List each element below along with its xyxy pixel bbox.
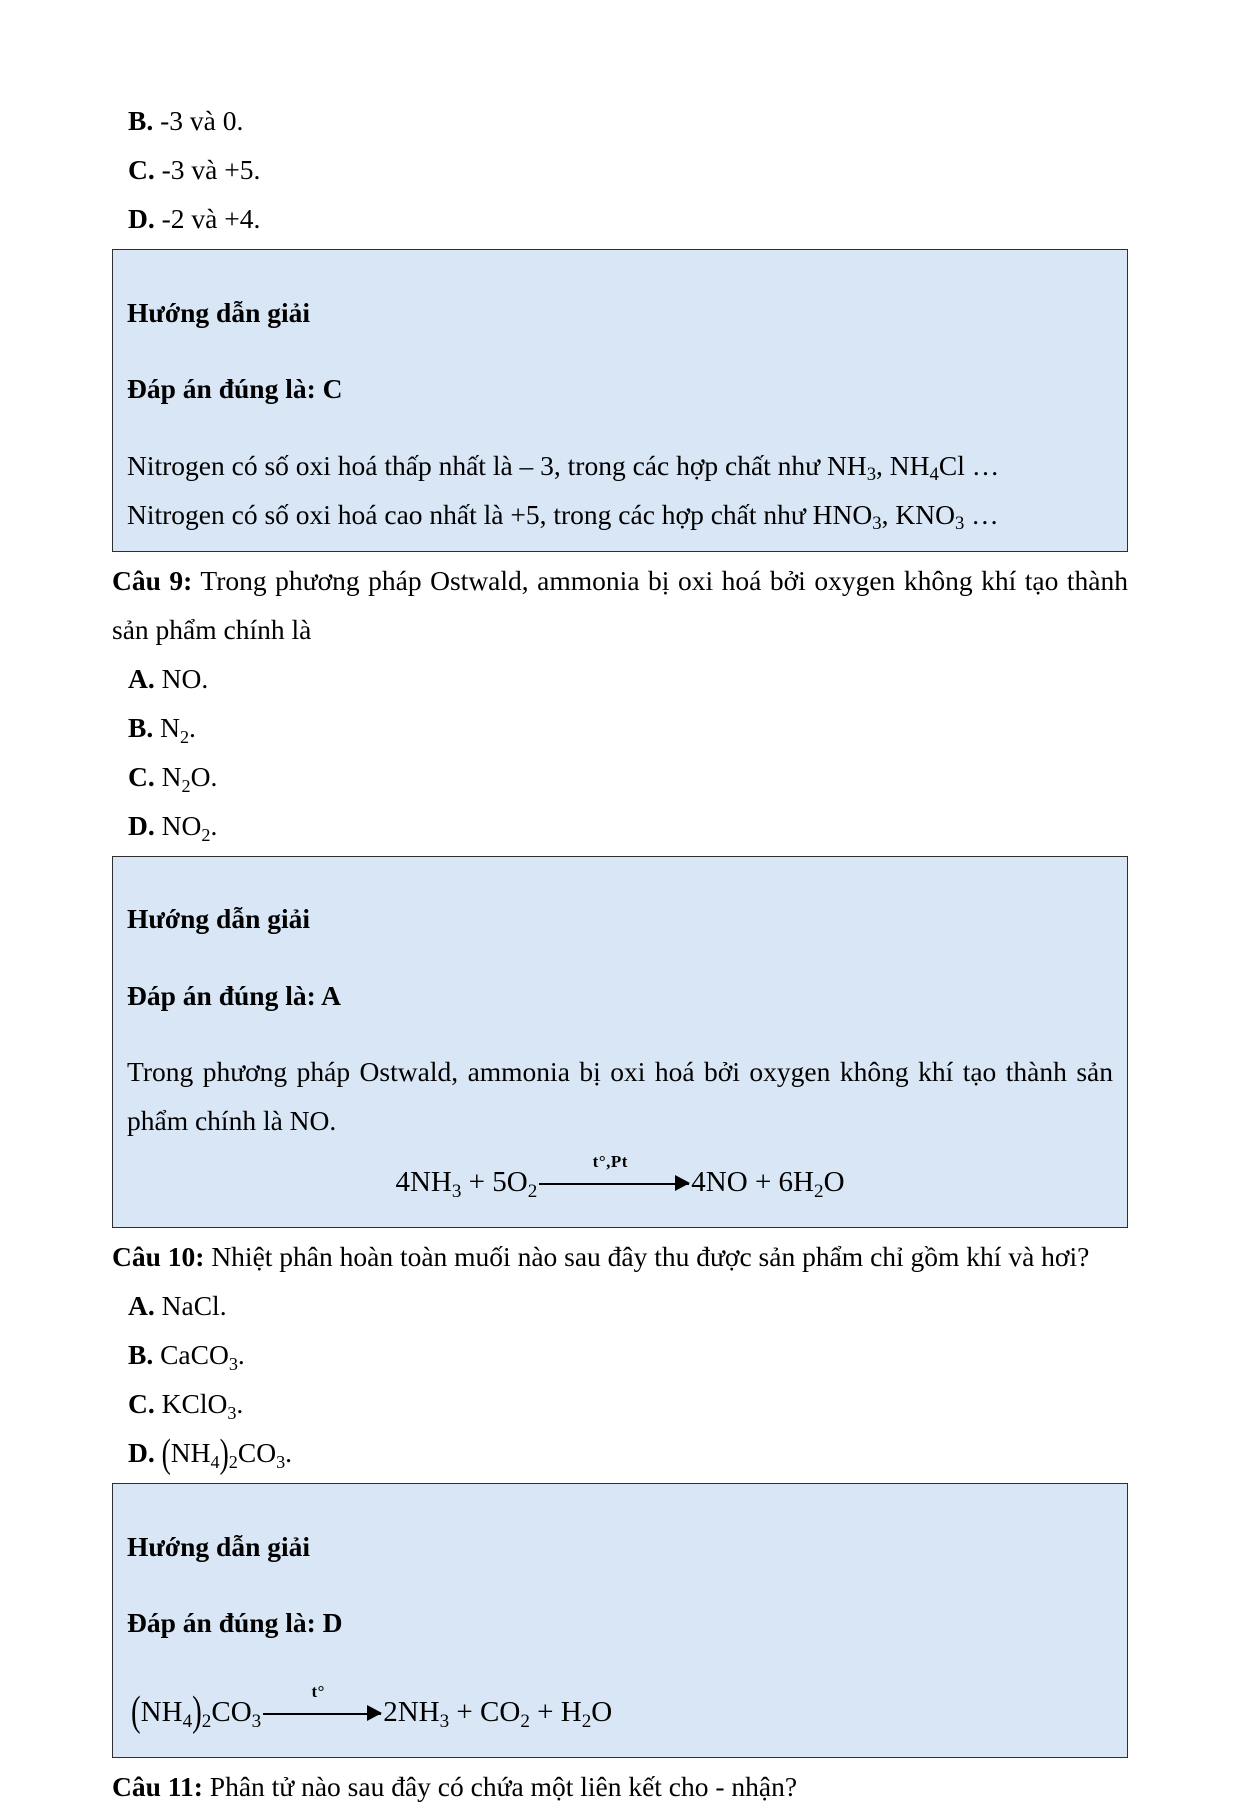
option-c-q10-tail: . (236, 1388, 244, 1419)
equation-ostwald-product-3: O (823, 1166, 845, 1198)
correct-answer-value-1: C (322, 373, 343, 404)
equation-ostwald-reactant-2-sub: 2 (527, 1181, 538, 1203)
explanation-1-line-1-part-c: Cl … (938, 449, 1000, 481)
equation-ostwald-product-1: 4NO (691, 1166, 748, 1198)
arrow-shaft-2 (263, 1713, 381, 1715)
equation-ostwald-reactant-2: 5O (492, 1166, 528, 1198)
option-c-q8 (112, 145, 1128, 194)
option-c-q9-formula: N (161, 760, 182, 792)
option-c-q10-sub: 3 (227, 1402, 237, 1423)
option-d-q10-tail: . (285, 1437, 293, 1468)
question-10 (112, 1232, 1128, 1281)
option-d-q9-sub: 2 (201, 824, 211, 845)
equation-3-inner-sub: 4 (182, 1710, 193, 1732)
option-b-q10-formula: CaCO (160, 1339, 229, 1370)
option-b-q8 (112, 96, 1128, 145)
equation-ostwald-product-2: 6H (778, 1166, 814, 1198)
option-a-q9 (112, 654, 1128, 703)
correct-answer-label-2: Đáp án đúng là: (127, 979, 316, 1011)
option-c-q10 (112, 1379, 1128, 1428)
equation-3-condition: t° (311, 1681, 325, 1701)
explanation-box-2 (112, 856, 1128, 1229)
option-d-q10-close-paren: ) (219, 1430, 229, 1475)
question-11 (112, 1762, 1128, 1811)
option-b-q9-tail: . (189, 711, 196, 743)
explanation-1-line-2-sub-1: 3 (872, 512, 882, 534)
option-b-q8-label: B. (128, 105, 154, 136)
option-d-q8-label: D. (128, 203, 155, 234)
explanation-1-line-2-sub-2: 3 (954, 512, 965, 534)
option-c-q9-tail: . (210, 760, 218, 792)
equation-3-product-1-sub: 3 (439, 1710, 450, 1732)
question-9-text: Trong phương pháp Ostwald, ammonia bị oxi hoá bởi oxygen không khí tạo thành sản phẩm chính là (112, 564, 1128, 645)
option-a-q10-formula: NaCl (161, 1290, 220, 1321)
explanation-1-line-1-part-a: Nitrogen có số oxi hoá thấp nhất là – 3, trong các hợp chất như NH (127, 449, 867, 481)
correct-answer-3 (127, 1598, 1113, 1647)
option-d-q10-formula2: CO (237, 1437, 277, 1468)
option-a-q10-label: A. (128, 1290, 155, 1321)
equation-3-carbonate-sub: 3 (251, 1710, 262, 1732)
explanation-1-line-2-part-c: … (964, 498, 999, 530)
question-9-number: Câu 9: (112, 564, 193, 596)
correct-answer-value-2: A (321, 979, 341, 1011)
explanation-1-line-2 (127, 490, 1113, 539)
option-d-q10 (112, 1428, 1128, 1477)
option-b-q8-text: -3 và 0. (160, 105, 244, 136)
option-c-q8-label: C. (128, 154, 155, 185)
correct-answer-label-1: Đáp án đúng là: (127, 373, 316, 404)
explanation-1-line-1-sub-2: 4 (929, 463, 939, 485)
equation-ammonium-carbonate (127, 1675, 1113, 1745)
option-c-q8-text: -3 và +5. (161, 154, 261, 185)
option-d-q10-inner-sub: 4 (210, 1451, 220, 1472)
option-b-q9-sub: 2 (179, 726, 190, 747)
explanation-1-line-2-part-a: Nitrogen có số oxi hoá cao nhất là +5, trong các hợp chất như HNO (127, 498, 873, 530)
option-d-q10-open-paren: ( (161, 1430, 171, 1475)
option-c-q9-label: C. (128, 760, 155, 792)
equation-ostwald (127, 1145, 1113, 1215)
option-a-q9-formula: NO (161, 662, 202, 694)
correct-answer-label-3: Đáp án đúng là: (127, 1607, 316, 1638)
option-c-q10-formula: KClO (161, 1388, 228, 1419)
question-9 (112, 556, 1128, 654)
equation-ostwald-reactant-1: 4NH (395, 1166, 452, 1198)
explanation-2-text: Trong phương pháp Ostwald, ammonia bị oxi hoá bởi oxygen không khí tạo thành sản phẩm chính là NO. (127, 1056, 1113, 1136)
arrow-head-2 (367, 1705, 382, 1721)
equation-3-product-3: H (560, 1695, 582, 1728)
question-10-text: Nhiệt phân hoàn toàn muối nào sau đây thu được sản phẩm chỉ gồm khí và hơi? (211, 1241, 1090, 1272)
option-d-q8-text: -2 và +4. (161, 203, 261, 234)
option-d-q10-inner: NH (170, 1437, 211, 1468)
option-a-q9-tail: . (201, 662, 209, 694)
explanation-1-line-2-part-b: , KNO (881, 498, 955, 530)
arrow-shaft (539, 1183, 689, 1185)
option-b-q10-label: B. (128, 1339, 154, 1370)
equation-3-inner: NH (140, 1695, 183, 1728)
explanation-1-line-1 (127, 441, 1113, 490)
equation-3-product-2: CO (480, 1695, 521, 1728)
option-d-q9 (112, 801, 1128, 850)
equation-3-plus-2: + (529, 1695, 561, 1728)
question-10-number: Câu 10: (112, 1241, 205, 1272)
equation-3-product-3-sub: 2 (581, 1710, 592, 1732)
explanation-title-1: Hướng dẫn giải (127, 296, 311, 328)
equation-3-close-sub: 2 (201, 1710, 212, 1732)
option-a-q10-tail: . (219, 1290, 227, 1321)
option-d-q10-formula2-sub: 3 (276, 1451, 286, 1472)
option-c-q9 (112, 752, 1128, 801)
equation-3-close-paren: ) (192, 1688, 202, 1735)
option-b-q10 (112, 1330, 1128, 1379)
arrow-head (675, 1175, 690, 1191)
correct-answer-2 (127, 971, 1113, 1020)
equation-ostwald-plus-1: + (461, 1166, 493, 1198)
equation-ostwald-plus-2: + (747, 1166, 779, 1198)
correct-answer-value-3: D (322, 1607, 343, 1638)
option-c-q9-sub: 2 (181, 775, 191, 796)
equation-ostwald-condition: t°,Pt (592, 1152, 628, 1172)
explanation-title-3: Hướng dẫn giải (127, 1530, 311, 1562)
option-d-q9-label: D. (128, 809, 155, 841)
option-b-q9-formula: N (160, 711, 180, 743)
equation-3-product-4: O (591, 1695, 613, 1728)
option-b-q9 (112, 703, 1128, 752)
option-b-q9-label: B. (128, 711, 154, 743)
option-a-q10 (112, 1281, 1128, 1330)
question-11-text: Phân tử nào sau đây có chứa một liên kết cho - nhận? (209, 1770, 798, 1802)
equation-3-product-1: 2NH (383, 1695, 440, 1728)
option-d-q9-tail: . (210, 809, 218, 841)
equation-ostwald-reactant-1-sub: 3 (451, 1181, 462, 1203)
option-d-q10-close-sub: 2 (228, 1451, 238, 1472)
option-b-q10-tail: . (237, 1339, 245, 1370)
explanation-box-1 (112, 249, 1128, 552)
equation-3-plus-1: + (449, 1695, 481, 1728)
explanation-box-3 (112, 1483, 1128, 1758)
option-d-q9-formula: NO (161, 809, 202, 841)
page-content (112, 96, 1128, 1811)
option-d-q10-label: D. (128, 1437, 155, 1468)
explanation-1-line-1-part-b: , NH (876, 449, 930, 481)
correct-answer-1 (127, 364, 1113, 413)
option-d-q8 (112, 194, 1128, 243)
equation-ostwald-product-2-sub: 2 (814, 1181, 824, 1203)
explanation-title-2: Hướng dẫn giải (127, 903, 311, 934)
option-c-q9-after: O (190, 760, 211, 792)
reaction-arrow-icon-2 (263, 1681, 381, 1715)
equation-3-open-paren: ( (131, 1688, 141, 1735)
question-11-number: Câu 11: (112, 1770, 203, 1802)
option-c-q10-label: C. (128, 1388, 155, 1419)
option-a-q9-label: A. (128, 662, 155, 694)
equation-3-product-2-sub: 2 (520, 1710, 530, 1732)
option-b-q10-sub: 3 (228, 1353, 238, 1374)
explanation-1-line-1-sub-1: 3 (866, 463, 877, 485)
equation-3-carbonate: CO (211, 1695, 252, 1728)
reaction-arrow-icon (539, 1152, 689, 1185)
